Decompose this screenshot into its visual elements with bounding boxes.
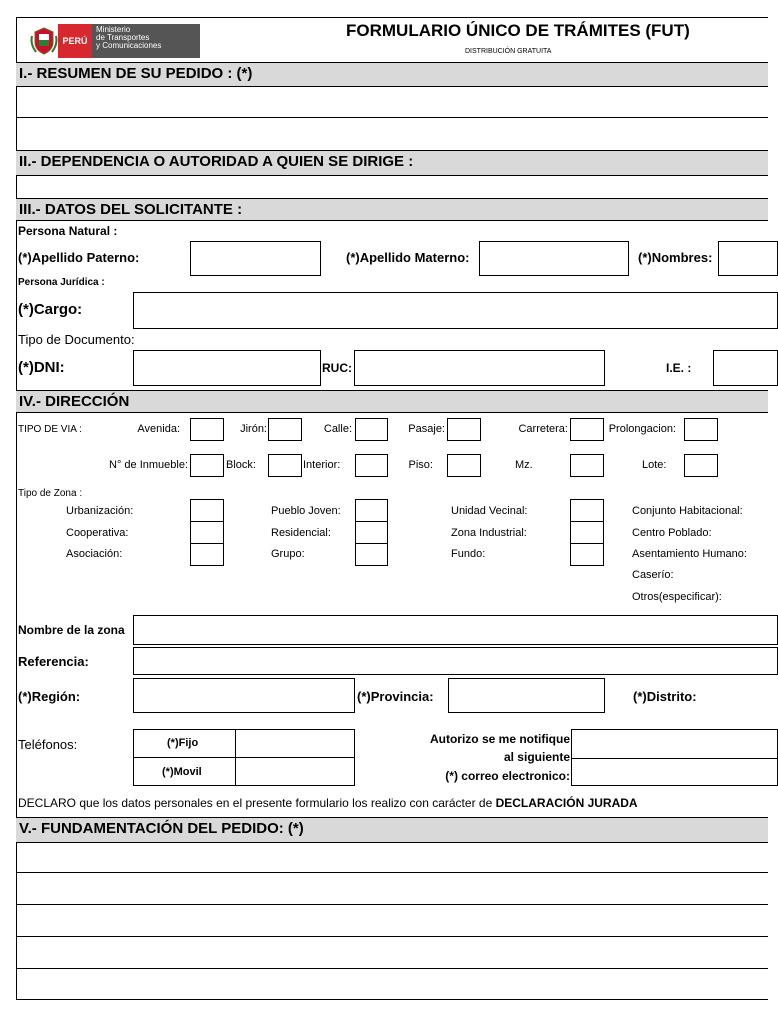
mz-input[interactable] xyxy=(570,454,604,477)
region-input[interactable] xyxy=(133,678,355,713)
logo-ministry-line-2: de Transportes xyxy=(96,33,150,42)
avenida-checkbox[interactable] xyxy=(190,418,224,441)
fundo-checkbox[interactable] xyxy=(570,543,604,566)
tipo-via-label: TIPO DE VIA : xyxy=(18,424,82,435)
numero-inmueble-input[interactable] xyxy=(190,454,224,477)
carretera-checkbox[interactable] xyxy=(570,418,604,441)
ruc-label: RUC: xyxy=(322,361,352,375)
prolongacion-label: Prolongacion: xyxy=(608,423,676,435)
nombres-label: (*)Nombres: xyxy=(638,250,713,265)
dni-label: (*)DNI: xyxy=(18,359,65,376)
correo-input-divider xyxy=(571,758,778,759)
tipo-documento-label: Tipo de Documento: xyxy=(18,332,135,347)
logo-ministry-badge xyxy=(92,24,200,58)
piso-label: Piso: xyxy=(408,459,433,471)
section-fundamentacion-header: V.- FUNDAMENTACIÓN DEL PEDIDO: (*) xyxy=(16,817,768,843)
dni-input[interactable] xyxy=(133,350,321,386)
telefonos-label: Teléfonos: xyxy=(18,737,78,752)
persona-juridica-label: Persona Jurídica : xyxy=(18,277,105,288)
carretera-label: Carretera: xyxy=(518,423,568,435)
caserio-label: Caserío: xyxy=(632,569,674,581)
pueblo-joven-checkbox[interactable] xyxy=(355,499,388,522)
tipo-zona-label: Tipo de Zona : xyxy=(18,488,83,499)
residencial-label: Residencial: xyxy=(271,527,331,539)
unidad-vecinal-checkbox[interactable] xyxy=(570,499,604,522)
dependencia-field[interactable] xyxy=(17,176,768,198)
section-resumen-header: I.- RESUMEN DE SU PEDIDO : (*) xyxy=(16,62,768,87)
section-direccion-header: IV.- DIRECCIÓN xyxy=(16,390,768,413)
resumen-line-1[interactable] xyxy=(17,87,768,118)
apellido-materno-label: (*)Apellido Materno: xyxy=(346,250,470,265)
unidad-vecinal-label: Unidad Vecinal: xyxy=(451,505,528,517)
declaracion-normal: DECLARO que los datos personales en el presente formulario los realizo con carácter de xyxy=(18,796,496,810)
logo-country-badge: PERÚ xyxy=(58,24,92,58)
nombres-input[interactable] xyxy=(718,241,778,276)
referencia-input[interactable] xyxy=(133,647,778,675)
provincia-input[interactable] xyxy=(448,678,605,713)
region-label: (*)Región: xyxy=(18,689,81,704)
otros-especificar-label: Otros(especificar): xyxy=(632,591,722,603)
jiron-label: Jirón: xyxy=(240,423,267,435)
form-title: FORMULARIO ÚNICO DE TRÁMITES (FUT) xyxy=(346,21,690,40)
section-solicitante-header: III.- DATOS DEL SOLICITANTE : xyxy=(16,198,768,221)
cooperativa-checkbox[interactable] xyxy=(190,521,224,544)
lote-label: Lote: xyxy=(642,459,667,471)
zona-industrial-label: Zona Industrial: xyxy=(451,527,527,539)
ruc-input[interactable] xyxy=(354,350,605,386)
fijo-label: (*)Fijo xyxy=(167,737,199,749)
asociacion-label: Asociación: xyxy=(66,548,123,560)
pueblo-joven-label: Pueblo Joven: xyxy=(271,505,341,517)
urbanizacion-label: Urbanización: xyxy=(66,505,134,517)
fundo-label: Fundo: xyxy=(451,548,486,560)
peru-shield-icon xyxy=(30,24,58,58)
fundamentacion-line-1[interactable] xyxy=(17,843,768,873)
provincia-label: (*)Provincia: xyxy=(357,689,434,704)
autorizo-line-2: al siguiente xyxy=(503,750,570,764)
nombre-zona-label: Nombre de la zona xyxy=(18,623,125,637)
fundamentacion-line-3[interactable] xyxy=(17,905,768,937)
grupo-label: Grupo: xyxy=(271,548,305,560)
fundamentacion-line-4[interactable] xyxy=(17,937,768,969)
zona-industrial-checkbox[interactable] xyxy=(570,521,604,544)
persona-natural-label: Persona Natural : xyxy=(18,224,118,238)
fijo-input[interactable] xyxy=(236,730,354,756)
autorizo-line-3: (*) correo electronico: xyxy=(445,769,570,783)
logo-ministry-line-3: y Comunicaciones xyxy=(96,41,162,50)
pasaje-checkbox[interactable] xyxy=(447,418,481,441)
prolongacion-checkbox[interactable] xyxy=(684,418,718,441)
mz-label: Mz. xyxy=(515,459,533,471)
fundamentacion-line-2[interactable] xyxy=(17,873,768,905)
autorizo-line-1: Autorizo se me notifique xyxy=(429,732,570,746)
interior-label: Interior: xyxy=(303,459,341,471)
numero-inmueble-label: N° de Inmueble: xyxy=(109,459,188,471)
avenida-label: Avenida: xyxy=(137,423,180,435)
calle-checkbox[interactable] xyxy=(355,418,388,441)
declaracion-text xyxy=(18,797,638,809)
grupo-checkbox[interactable] xyxy=(355,543,388,566)
movil-input[interactable] xyxy=(236,758,354,785)
mtc-logo xyxy=(30,24,202,58)
distrito-label: (*)Distrito: xyxy=(633,689,697,704)
form-subtitle: DISTRIBUCIÓN GRATUITA xyxy=(465,48,552,55)
piso-input[interactable] xyxy=(447,454,481,477)
resumen-line-2[interactable] xyxy=(17,118,768,150)
nombre-zona-input[interactable] xyxy=(133,615,778,645)
calle-label: Calle: xyxy=(323,423,352,435)
section-dependencia-header: II.- DEPENDENCIA O AUTORIDAD A QUIEN SE DIRIGE : xyxy=(16,150,768,176)
block-input[interactable] xyxy=(268,454,302,477)
zona-col4-clip xyxy=(632,500,747,610)
logo-ministry-line-1: Ministerio xyxy=(96,25,131,34)
lote-input[interactable] xyxy=(684,454,718,477)
interior-input[interactable] xyxy=(355,454,388,477)
apellido-paterno-input[interactable] xyxy=(190,241,321,276)
conjunto-habitacional-label: Conjunto Habitacional: xyxy=(632,505,743,517)
centro-poblado-label: Centro Poblado: xyxy=(632,527,712,539)
cargo-label: (*)Cargo: xyxy=(18,301,83,318)
declaracion-bold: DECLARACIÓN JURADA xyxy=(495,796,638,810)
jiron-checkbox[interactable] xyxy=(268,418,302,441)
block-label: Block: xyxy=(226,459,256,471)
fundamentacion-line-5[interactable] xyxy=(17,969,768,999)
apellido-paterno-label: (*)Apellido Paterno: xyxy=(18,250,140,265)
referencia-label: Referencia: xyxy=(18,654,89,669)
cooperativa-label: Cooperativa: xyxy=(66,527,129,539)
apellido-materno-input[interactable] xyxy=(479,241,629,276)
ie-input[interactable] xyxy=(713,350,778,386)
asentamiento-humano-label: Asentamiento Humano: xyxy=(632,548,747,560)
pasaje-label: Pasaje: xyxy=(408,423,445,435)
asociacion-checkbox[interactable] xyxy=(190,543,224,566)
ie-label: I.E. : xyxy=(666,361,692,375)
movil-label: (*)Movil xyxy=(162,766,202,778)
residencial-checkbox[interactable] xyxy=(355,521,388,544)
urbanizacion-checkbox[interactable] xyxy=(190,499,224,522)
cargo-input[interactable] xyxy=(133,292,778,329)
